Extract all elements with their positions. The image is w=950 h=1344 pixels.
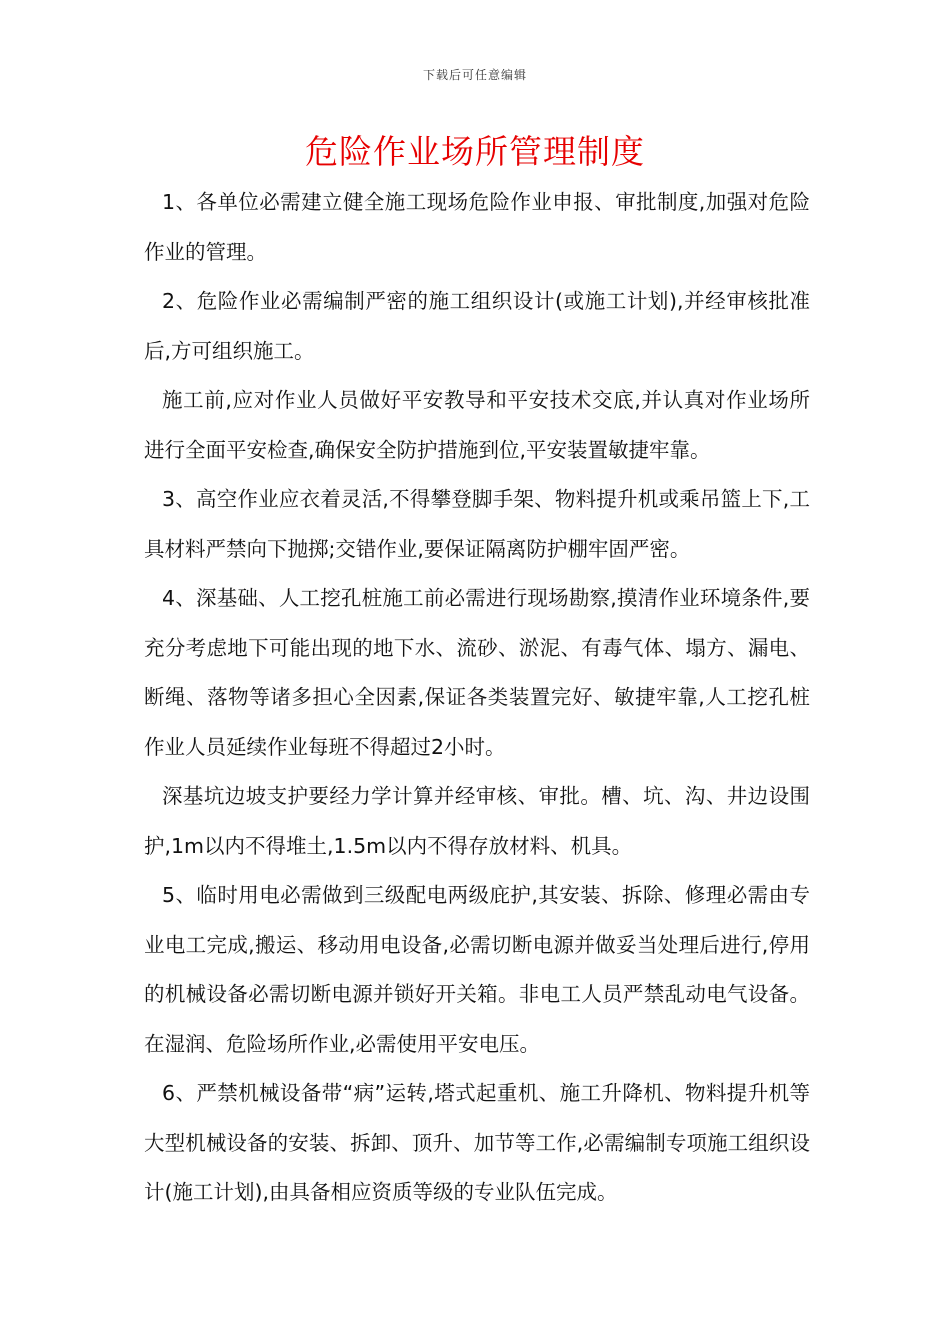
paragraph-6: 深基坑边坡支护要经力学计算并经审核、审批。槽、坑、沟、井边设围护,1m以内不得堆土,1.5m以内不得存放材料、机具。 — [144, 784, 810, 858]
paragraph-8: 6、严禁机械设备带“病”运转,塔式起重机、施工升降机、物料提升机等大型机械设备的安装、拆卸、顶升、加节等工作,必需编制专项施工组织设计(施工计划),由具备相应资质等级的专业队伍完成。 — [144, 1081, 810, 1204]
paragraph-5: 4、深基础、人工挖孔桩施工前必需进行现场勘察,摸清作业环境条件,要充分考虑地下可能出现的地下水、流砂、淤泥、有毒气体、塌方、漏电、断绳、落物等诸多担心全因素,保证各类装置完好、敏捷牢靠,人工挖孔桩作业人员延续作业每班不得超过2小时。 — [144, 586, 810, 759]
header-note: 下载后可任意编辑 — [422, 68, 527, 82]
paragraph-7: 5、临时用电必需做到三级配电两级庇护,其安装、拆除、修理必需由专业电工完成,搬运、移动用电设备,必需切断电源并做妥当处理后进行,停用的机械设备必需切断电源并锁好开关箱。非电工人员严禁乱动电气设备。在湿润、危险场所作业,必需使用平安电压。 — [144, 883, 810, 1056]
paragraph-2: 2、危险作业必需编制严密的施工组织设计(或施工计划),并经审核批准后,方可组织施工。 — [144, 289, 810, 363]
document-body — [144, 178, 810, 1218]
paragraph-3: 施工前,应对作业人员做好平安教导和平安技术交底,并认真对作业场所进行全面平安检查,确保安全防护措施到位,平安装置敏捷牢靠。 — [144, 388, 810, 462]
document-title: 危险作业场所管理制度 — [305, 132, 645, 171]
paragraph-4: 3、高空作业应衣着灵活,不得攀登脚手架、物料提升机或乘吊篮上下,工具材料严禁向下抛掷;交错作业,要保证隔离防护棚牢固严密。 — [144, 487, 810, 561]
paragraph-1: 1、各单位必需建立健全施工现场危险作业申报、审批制度,加强对危险作业的管理。 — [144, 190, 810, 264]
